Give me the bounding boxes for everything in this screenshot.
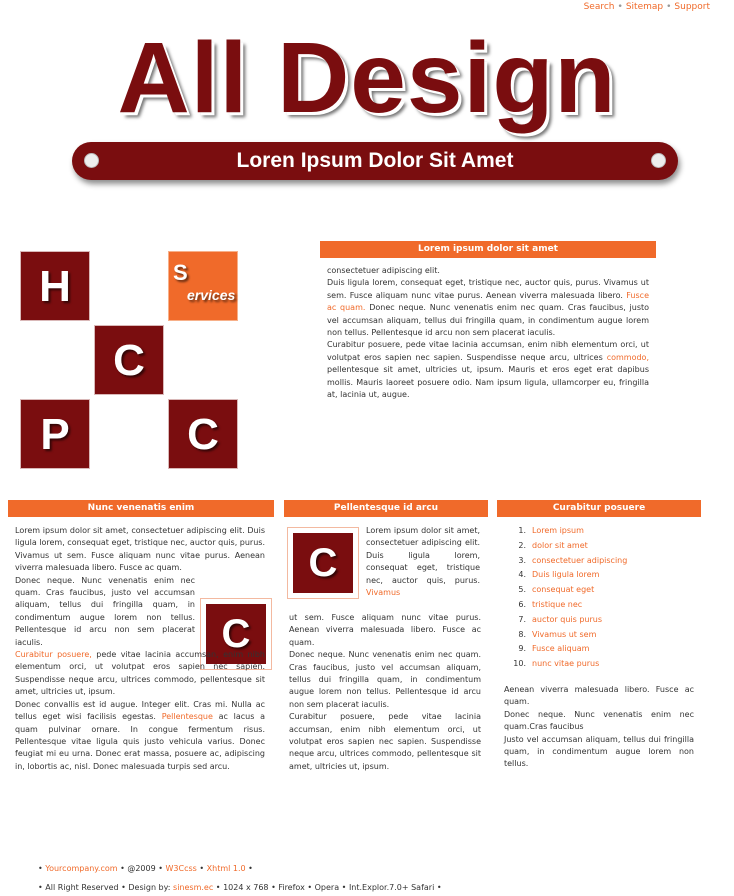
- col3-paragraph: Justo vel accumsan aliquam, tellus dui fringilla quam, in condimentum augue lorem non tellus.: [504, 734, 694, 769]
- intro-heading: Lorem ipsum dolor sit amet: [320, 241, 656, 258]
- support-link[interactable]: Support: [674, 2, 710, 12]
- copyright: @2009: [127, 864, 156, 873]
- tile-services-label: ervices: [187, 287, 236, 303]
- tile-services-initial: S: [173, 260, 188, 285]
- separator: •: [666, 2, 672, 12]
- slogan-banner: [72, 142, 678, 180]
- col3-heading: Curabitur posuere: [497, 500, 701, 517]
- search-link[interactable]: Search: [583, 2, 615, 12]
- list-item[interactable]: 5. consequat eget: [518, 585, 595, 595]
- col3-paragraph: Donec neque. Nunc venenatis enim nec quam.Cras faucibus: [504, 709, 694, 732]
- browser-ie-safari: Int.Explor.7.0+ Safari: [348, 883, 435, 892]
- w3c-css-link[interactable]: W3Ccss: [165, 864, 197, 873]
- col2-tile-letter: C: [293, 533, 353, 593]
- site-logo[interactable]: All Design: [117, 22, 617, 134]
- list-item[interactable]: 8. Vivamus ut sem: [518, 629, 597, 639]
- banner-rivet-icon: [84, 153, 99, 168]
- tile-c2: C: [168, 399, 238, 469]
- intro-paragraph: Curabitur posuere, pede vitae lacinia accumsan, enim nibh elementum orci, ut volutpat eros sapien nec sapien. Suspendisse neque arcu, ultrices commodo, pellentesque sit amet, ultricies ut, ipsum. Mauris et eros eget erat dapibus mollis. Mauris laoreet posuere odio. Nam ipsum ligula, ullamcorper eu, fringilla at, lacinia ut, augue.: [327, 340, 649, 400]
- list-item[interactable]: 1. Lorem ipsum: [518, 526, 584, 535]
- top-nav: [584, 2, 710, 12]
- footer-line2: • All Right Reserved • Design by: sinesm.ec • 1024 x 768 • Firefox • Opera • Int.Explor.7.0+ Safari •: [38, 883, 442, 892]
- design-by-label: Design by:: [128, 883, 171, 892]
- intro-link[interactable]: Fusce ac quam.: [327, 290, 649, 313]
- list-item[interactable]: 9. Fusce aliquam: [518, 644, 590, 654]
- tile-c: C: [94, 325, 164, 395]
- col2-heading: Pellentesque id arcu: [284, 500, 488, 517]
- col2-paragraph: Curabitur posuere, pede vitae lacinia accumsan, enim nibh elementum orci, ut volutpat eros sapien nec sapien. Suspendisse neque arcu, ultrices commodo, pellentesque sit amet, ultricies ut, ipsum.: [289, 712, 481, 771]
- resolution-text: 1024 x 768: [223, 883, 269, 892]
- list-item[interactable]: 6. tristique nec: [518, 599, 583, 609]
- col2-paragraph: ut sem. Fusce aliquam nunc vitae purus. Aenean viverra malesuada libero. Fusce ac quam.: [289, 613, 481, 647]
- banner-rivet-icon: [651, 153, 666, 168]
- col1-paragraph: Curabitur posuere, pede vitae lacinia accumsan, enim nibh elementum orci, ut volutpat eros sapien nec sapien. Suspendisse neque arcu, ultrices commodo, pellentesque sit amet, ultricies ut, ipsum.: [15, 650, 265, 697]
- designer-link[interactable]: sinesm.ec: [173, 883, 214, 892]
- intro-paragraph: Duis ligula lorem, consequat eget, tristique nec, auctor quis, purus. Vivamus ut sem. Fusce aliquam nunc vitae purus. Aenean viverra malesuada libero. Fusce ac quam. Donec neque. Nunc venenatis enim nec quam. Cras faucibus, justo vel accumsan aliquam, tellus dui fringilla quam, in condimentum augue lorem non tellus. Pellentesque id arcu non sem placerat iaculis.: [327, 278, 650, 338]
- footer-line1: • Yourcompany.com • @2009 • W3Ccss • Xhtml 1.0 •: [38, 864, 253, 873]
- list-item[interactable]: 4. Duis ligula lorem: [518, 570, 600, 580]
- list-item[interactable]: 7. auctor quis purus: [518, 614, 602, 624]
- browser-firefox: Firefox: [278, 883, 305, 892]
- intro-paragraph: consectetuer adipiscing elit.: [327, 266, 440, 275]
- footer-company-link[interactable]: Yourcompany.com: [45, 864, 118, 873]
- rights-text: All Right Reserved: [45, 883, 119, 892]
- col1-link[interactable]: Pellentesque: [161, 712, 213, 722]
- col2-link[interactable]: Vivamus: [366, 588, 401, 598]
- slogan-text: Loren Ipsum Dolor Sit Amet: [236, 149, 514, 172]
- list-item[interactable]: 3. consectetuer adipiscing: [518, 555, 628, 565]
- separator: •: [617, 2, 623, 12]
- tile-h: H: [20, 251, 90, 321]
- sitemap-link[interactable]: Sitemap: [625, 2, 664, 12]
- xhtml-link[interactable]: Xhtml 1.0: [206, 864, 246, 873]
- intro-link[interactable]: commodo,: [606, 352, 649, 362]
- col3-paragraph: Aenean viverra malesuada libero. Fusce ac quam.: [504, 685, 694, 707]
- browser-opera: Opera: [314, 883, 340, 892]
- tile-services: [168, 251, 238, 321]
- col2-paragraph: Lorem ipsum dolor sit amet, consectetuer adipiscing elit. Duis ligula lorem, consequat eget, tristique nec, auctor quis, purus. Vivamus: [366, 526, 480, 598]
- col1-heading: Nunc venenatis enim: [8, 500, 274, 517]
- col2-text: [289, 612, 481, 773]
- col1-paragraph: Lorem ipsum dolor sit amet, consectetuer adipiscing elit. Duis ligula lorem, consequat eget, tristique nec, auctor quis, purus. Vivamus ut sem. Fusce aliquam nunc vitae purus. Aenean viverra malesuada libero. Fusce ac quam.: [15, 526, 265, 573]
- col1-text: [15, 525, 265, 773]
- col2-text-top: [366, 525, 480, 599]
- link-list: [512, 524, 627, 672]
- list-item[interactable]: 2. dolor sit amet: [518, 540, 588, 550]
- col2-paragraph: Donec neque. Nunc venenatis enim nec quam. Cras faucibus, justo vel accumsan aliquam, tellus dui fringilla quam, in condimentum augue lorem non tellus. Pellentesque id arcu non sem placerat iaculis.: [289, 650, 481, 709]
- intro-text: [327, 265, 649, 401]
- col1-paragraph: Donec neque. Nunc venenatis enim nec quam. Cras faucibus, justo vel accumsan aliquam, tellus dui fringilla quam, in condimentum augue lorem non tellus. Pellentesque id arcu non sem placerat iaculis.: [15, 575, 195, 647]
- col2-tile: [287, 527, 359, 599]
- tile-p: P: [20, 399, 90, 469]
- list-item[interactable]: 10. nunc vitae purus: [513, 659, 600, 669]
- col3-text: [504, 684, 694, 771]
- col1-tile-letter: C: [206, 604, 266, 664]
- col1-paragraph: Donec convallis est id augue. Integer elit. Cras mi. Nulla ac tellus eget wisi facilisis egestas. Pellentesque ac lacus a quam pulvinar ornare. In congue fermentum risus. Pellentesque vitae ligula quis justo vehicula varius. Donec feugiat mi eu urna. Donec erat massa, posuere ac, adipiscing in, lobortis ac, nisl. Donec malesuada turpis sed arcu.: [15, 699, 266, 771]
- col1-link[interactable]: Curabitur posuere,: [15, 650, 92, 660]
